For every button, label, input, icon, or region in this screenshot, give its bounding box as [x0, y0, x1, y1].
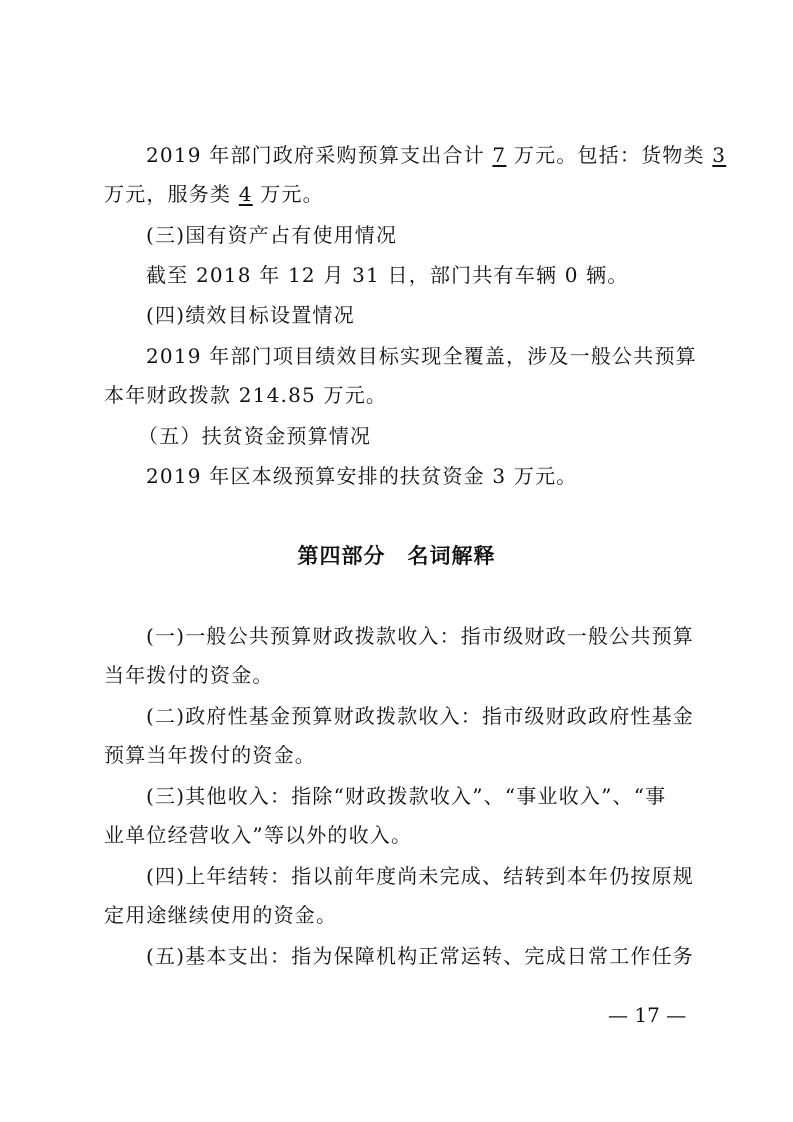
- performance-paragraph-line-2: 本年财政拨款 214.85 万元。: [104, 383, 388, 407]
- term-3-line-2: 业单位经营收入”等以外的收入。: [104, 823, 413, 847]
- term-1-line-2: 当年拨付的资金。: [104, 663, 274, 687]
- term-1-line-1: (一)一般公共预算财政拨款收入：指市级财政一般公共预算: [146, 624, 695, 648]
- procurement-paragraph-line-2: [104, 181, 324, 207]
- performance-paragraph-line-1: 2019 年部门项目绩效目标实现全覆盖，涉及一般公共预算: [146, 344, 697, 368]
- term-5-line-1: (五)基本支出：指为保障机构正常运转、完成日常工作任务: [146, 944, 695, 968]
- poverty-paragraph: 2019 年区本级预算安排的扶贫资金 3 万元。: [146, 464, 578, 488]
- section-title: 第四部分 名词解释: [297, 544, 496, 568]
- assets-heading: (三)国有资产占有使用情况: [146, 223, 398, 247]
- term-4-line-1: (四)上年结转：指以前年度尚未完成、结转到本年仍按原规: [146, 864, 695, 888]
- procurement-text: 万元，服务类: [104, 182, 239, 206]
- procurement-total-value: 7: [492, 143, 507, 167]
- performance-heading: (四)绩效目标设置情况: [146, 303, 355, 327]
- poverty-heading: （五）扶贫资金预算情况: [138, 424, 372, 448]
- term-2-line-1: (二)政府性基金预算财政拨款收入：指市级财政政府性基金: [146, 704, 695, 728]
- procurement-text: 万元。: [252, 182, 324, 206]
- procurement-services-value: 4: [238, 182, 253, 206]
- page-number: — 17 —: [608, 1003, 687, 1027]
- term-4-line-2: 定用途继续使用的资金。: [104, 903, 338, 927]
- procurement-paragraph-line-1: [146, 142, 726, 168]
- assets-paragraph: 截至 2018 年 12 月 31 日，部门共有车辆 0 辆。: [146, 263, 629, 287]
- procurement-text: 万元。包括：货物类: [506, 143, 713, 167]
- procurement-text: 2019 年部门政府采购预算支出合计: [146, 143, 493, 167]
- term-2-line-2: 预算当年拨付的资金。: [104, 743, 316, 767]
- procurement-goods-value: 3: [712, 143, 727, 167]
- term-3-line-1: (三)其他收入：指除“财政拨款收入”、“事业收入”、“事: [146, 784, 667, 808]
